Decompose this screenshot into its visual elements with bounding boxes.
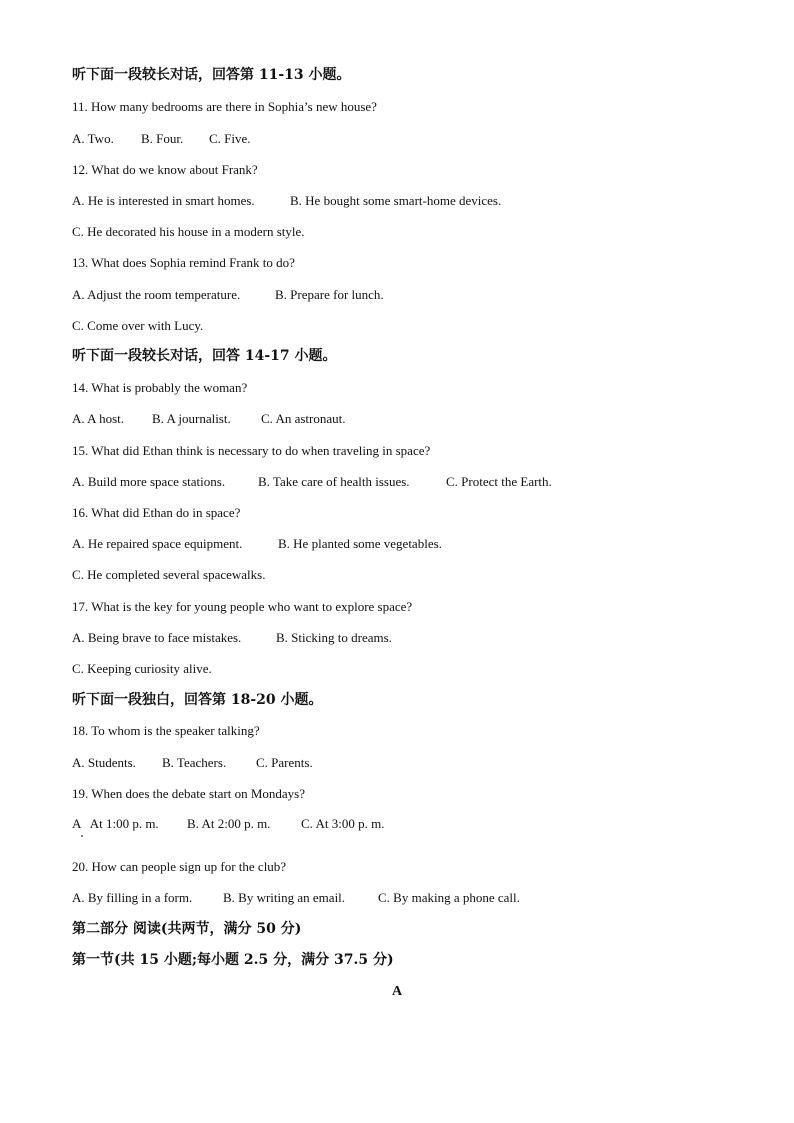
question-text: 18. To whom is the speaker talking?: [72, 723, 260, 738]
option-row: [72, 474, 552, 490]
option: B. A journalist.: [152, 411, 231, 426]
option: C. Parents.: [256, 755, 313, 770]
option: A. Two.: [72, 131, 114, 146]
option: A At 1:00 p. m.: [72, 816, 159, 831]
option: A. Students.: [72, 755, 136, 770]
section-heading: 听下面一段较长对话，回答 14-17 小题。: [72, 348, 337, 364]
option-row: [72, 536, 442, 552]
question-text: 14. What is probably the woman?: [72, 380, 248, 395]
section-heading: 听下面一段独白，回答第 18-20 小题。: [72, 692, 323, 708]
option: C. An astronaut.: [261, 411, 346, 426]
option-row: [72, 411, 346, 427]
option-row: [72, 890, 520, 906]
option: C. Protect the Earth.: [446, 474, 552, 489]
option: A. He repaired space equipment.: [72, 536, 243, 551]
option: C. He decorated his house in a modern style.: [72, 224, 305, 239]
option: C. Keeping curiosity alive.: [72, 661, 212, 676]
option: C. Come over with Lucy.: [72, 318, 204, 333]
question-text: 19. When does the debate start on Mondays?: [72, 786, 305, 801]
option: B. At 2:00 p. m.: [187, 816, 271, 831]
part-title: 第二部分 阅读(共两节，满分 50 分): [72, 921, 302, 937]
section-heading: 听下面一段较长对话，回答第 11-13 小题。: [72, 67, 351, 83]
part-subtitle: 第一节(共 15 小题;每小题 2.5 分，满分 37.5 分): [72, 952, 394, 968]
question-text: 17. What is the key for young people who want to explore space?: [72, 599, 413, 614]
option: A. Being brave to face mistakes.: [72, 630, 242, 645]
option: A. Adjust the room temperature.: [72, 287, 241, 302]
question-text: 11. How many bedrooms are there in Sophia’s new house?: [72, 99, 377, 114]
option-row: [72, 630, 392, 646]
option: C. At 3:00 p. m.: [301, 816, 385, 831]
option: B. Prepare for lunch.: [275, 287, 384, 302]
option-row: [72, 287, 384, 303]
option-row: [72, 816, 384, 832]
option: B. Teachers.: [162, 755, 227, 770]
option: C. He completed several spacewalks.: [72, 567, 266, 582]
option: C. By making a phone call.: [378, 890, 520, 905]
passage-letter: A: [391, 984, 403, 999]
option: A. He is interested in smart homes.: [72, 193, 255, 208]
question-text: 16. What did Ethan do in space?: [72, 505, 241, 520]
option: B. Sticking to dreams.: [276, 630, 392, 645]
option: A. Build more space stations.: [72, 474, 226, 489]
option: A. By filling in a form.: [72, 890, 193, 905]
option: B. Take care of health issues.: [258, 474, 410, 489]
question-text: 20. How can people sign up for the club?: [72, 859, 287, 874]
question-text: 13. What does Sophia remind Frank to do?: [72, 255, 295, 270]
option: A. A host.: [72, 411, 125, 426]
option: B. By writing an email.: [223, 890, 346, 905]
question-text: 12. What do we know about Frank?: [72, 162, 258, 177]
option: C. Five.: [209, 131, 251, 146]
option: B. Four.: [141, 131, 184, 146]
option-row: [72, 755, 313, 771]
option-row: [72, 131, 251, 147]
question-text: 15. What did Ethan think is necessary to do when traveling in space?: [72, 443, 431, 458]
option: B. He planted some vegetables.: [278, 536, 442, 551]
stray-dot: [81, 835, 83, 837]
option: B. He bought some smart-home devices.: [290, 193, 502, 208]
option-row: [72, 193, 501, 209]
